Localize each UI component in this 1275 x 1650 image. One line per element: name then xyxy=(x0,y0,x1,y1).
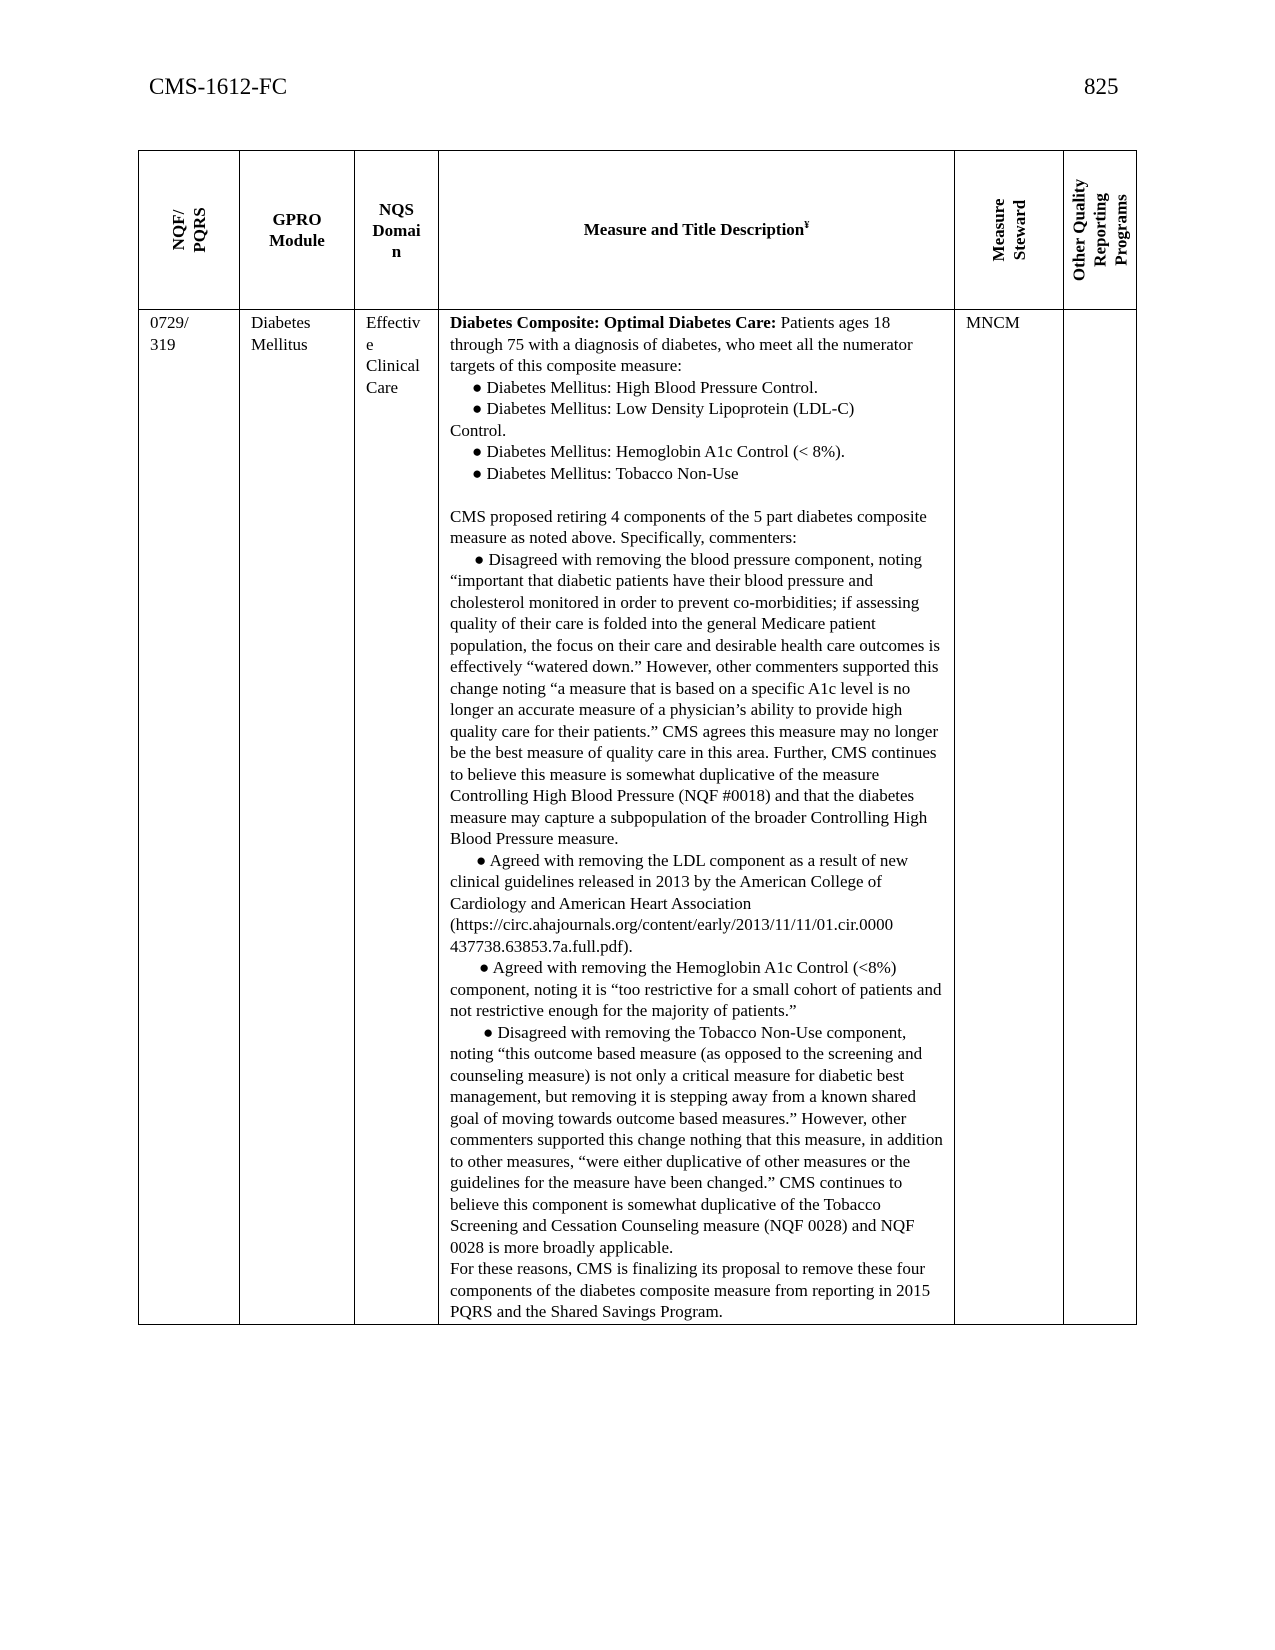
pqrs-number: 319 xyxy=(150,334,176,354)
header-measure-title xyxy=(439,151,955,310)
header-steward-line-1: Measure xyxy=(989,198,1008,262)
header-gpro-line-2: Module xyxy=(269,231,325,250)
header-nqs-line-2: Domai xyxy=(372,220,421,240)
measure-title: Diabetes Composite: Optimal Diabetes Care: xyxy=(450,313,777,332)
component-item: ● Diabetes Mellitus: High Blood Pressure Control. xyxy=(472,377,819,397)
measure-steward: MNCM xyxy=(966,313,1020,332)
cell-nqs-domain xyxy=(355,310,439,1325)
cell-measure-description xyxy=(439,310,955,1325)
nqs-domain-line-4: Care xyxy=(366,377,399,397)
header-measure-title-text: Measure and Title Description xyxy=(583,220,805,239)
component-item: ● Diabetes Mellitus: Tobacco Non-Use xyxy=(472,463,739,483)
table-row xyxy=(139,310,1137,1325)
header-nqs-domain xyxy=(355,151,439,310)
header-gpro-line-1: GPRO xyxy=(272,210,322,229)
component-item: ● Diabetes Mellitus: Low Density Lipoprotein (LDL-C) xyxy=(472,399,855,418)
gpro-module-line-2: Mellitus xyxy=(251,334,308,354)
comment-item: ● Agreed with removing the LDL component as a result of new clinical guidelines released in 2013 by the American College of Cardiology and American Heart Association (https://circ.ahajournals.org/content/early/2013/11/11/01.cir.0000 437738.63853.7a.full.pdf). xyxy=(450,850,909,956)
measures-table xyxy=(138,150,1137,1325)
comment-item: ● Agreed with removing the Hemoglobin A1c Control (<8%) component, noting it is “too restrictive for a small cohort of patients and not restrictive enough for the majority of patients.” xyxy=(450,958,942,1020)
header-nqs-line-1: NQS xyxy=(379,199,414,219)
measure-intro xyxy=(450,312,946,377)
header-nqf-line-1: NQF/ xyxy=(169,209,188,251)
document-id: CMS-1612-FC xyxy=(149,74,288,99)
cell-measure-steward xyxy=(955,310,1064,1325)
nqf-number: 0729/ xyxy=(150,313,189,332)
nqs-domain-line-2: e xyxy=(366,334,374,354)
nqs-domain-line-3: Clinical xyxy=(366,356,420,375)
nqs-domain-line-1: Effectiv xyxy=(366,313,421,332)
header-nqs-line-3: n xyxy=(391,241,402,261)
header-other-line-1: Other Quality xyxy=(1069,178,1089,282)
gpro-module-line-1: Diabetes xyxy=(251,313,311,332)
cell-nqf-pqrs xyxy=(139,310,240,1325)
comment-item: ● Disagreed with removing the blood pressure component, noting “important that diabetic patients have their blood pressure and cholesterol monitored in order to prevent co-morbidities; if assessing quality of their care is folded into the general Medicare patient population, the focus on their care and desirable health care outcomes is effectively “watered down.” However, other commenters supported this change noting “a measure that is based on a specific A1c level is no longer an accurate measure of a physician’s ability to provide high quality care for their patients.” CMS agrees this measure may no longer be the best measure of quality care in this area. Further, CMS continues to believe this measure is somewhat duplicative of the measure Controlling High Blood Pressure (NQF #0018) and that the diabetes measure may capture a subpopulation of the broader Controlling High Blood Pressure measure. xyxy=(450,549,940,848)
component-item: ● Diabetes Mellitus: Hemoglobin A1c Control (< 8%). xyxy=(472,442,846,461)
proposal-text: CMS proposed retiring 4 components of the 5 part diabetes composite measure as noted above. Specifically, commenters: xyxy=(450,506,927,547)
header-nqf-pqrs xyxy=(139,151,240,310)
header-measure-title-mark: ¥ xyxy=(804,220,810,231)
table-header-row xyxy=(139,151,1137,310)
other-programs xyxy=(1064,310,1136,313)
header-other-line-2: Reporting xyxy=(1090,193,1110,267)
header-steward-line-2: Steward xyxy=(1010,199,1029,261)
header-gpro-module xyxy=(240,151,355,310)
component-item-continued: Control. xyxy=(450,420,507,440)
conclusion-text: For these reasons, CMS is finalizing its proposal to remove these four components of the diabetes composite measure from reporting in 2015 PQRS and the Shared Savings Program. xyxy=(450,1259,931,1321)
measure-intro-text: Patients ages 18 through 75 with a diagnosis of diabetes, who meet all the numerator targets of this composite measure: xyxy=(450,313,913,375)
header-other-line-3: Programs xyxy=(1111,194,1131,266)
header-nqf-line-2: PQRS xyxy=(190,207,209,253)
cell-gpro-module xyxy=(240,310,355,1325)
header-other-programs xyxy=(1064,151,1137,310)
comment-item: ● Disagreed with removing the Tobacco Non-Use component, noting “this outcome based measure (as opposed to the screening and counseling measure) is not only a critical measure for diabetic best management, but removing it is stepping away from a known shared goal of moving towards outcome based measures.” However, other commenters supported this change nothing that this measure, in addition to other measures, “were either duplicative of other measures or the guidelines for the measure have been changed.” CMS continues to believe this component is somewhat duplicative of the Tobacco Screening and Cessation Counseling measure (NQF 0028) and NQF 0028 is more broadly applicable. xyxy=(450,1022,943,1257)
cell-other-programs xyxy=(1064,310,1137,1325)
page-number: 825 xyxy=(1084,74,1119,99)
header-measure-steward xyxy=(955,151,1064,310)
